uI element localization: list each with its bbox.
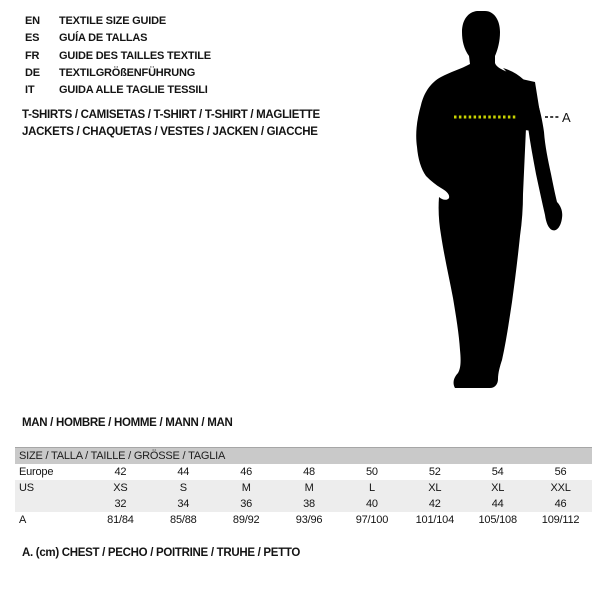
- category-jackets: JACKETS / CHAQUETAS / VESTES / JACKEN / GIACCHE: [22, 126, 318, 138]
- language-code: EN: [25, 15, 40, 27]
- language-row-en: [25, 13, 211, 30]
- size-table: [15, 447, 592, 528]
- size-cell: 101/104: [415, 514, 454, 526]
- category-tshirts: T-SHIRTS / CAMISETAS / T-SHIRT / T-SHIRT / MAGLIETTE: [22, 109, 320, 121]
- table-row-chest-a: [15, 512, 592, 528]
- man-body-silhouette: [416, 11, 526, 388]
- language-title: TEXTILGRÖßENFÜHRUNG: [59, 66, 196, 79]
- size-cell: S: [179, 482, 187, 494]
- size-cell: 89/92: [232, 514, 260, 526]
- category-lines: [22, 107, 320, 141]
- section-title-man: MAN / HOMBRE / HOMME / MANN / MAN: [22, 417, 233, 429]
- language-title: TEXTILE SIZE GUIDE: [59, 15, 167, 27]
- size-cell: 85/88: [170, 514, 197, 526]
- chest-footnote: A. (cm) CHEST / PECHO / POITRINE / TRUHE / PETTO: [22, 547, 301, 559]
- language-code: FR: [25, 49, 40, 62]
- language-list: [25, 13, 211, 99]
- row-label: [15, 496, 89, 512]
- language-title: GUÍA DE TALLAS: [59, 32, 148, 45]
- size-cell: 81/84: [107, 514, 134, 526]
- man-figure: [395, 0, 600, 410]
- man-silhouette-graphic: [395, 0, 600, 410]
- size-cell: 42: [114, 466, 127, 478]
- table-row-europe: [15, 464, 592, 480]
- language-row-fr: [25, 48, 211, 65]
- size-cell: M: [304, 482, 314, 494]
- row-label: US: [19, 482, 34, 494]
- language-row-it: [25, 82, 211, 99]
- language-code: IT: [25, 84, 35, 97]
- row-label: Europe: [19, 466, 54, 478]
- size-cell: XL: [428, 482, 442, 494]
- language-code: DE: [25, 66, 40, 79]
- language-title: GUIDE DES TAILLES TEXTILE: [59, 49, 211, 62]
- size-cell: 52: [428, 466, 441, 478]
- size-cell: 36: [240, 498, 253, 510]
- size-cell: 46: [554, 498, 567, 510]
- size-cell: 44: [177, 466, 190, 478]
- row-label: A: [19, 514, 27, 526]
- size-cell: 56: [554, 466, 567, 478]
- measure-label-a: A: [562, 110, 571, 125]
- table-row-numeric: [15, 496, 592, 512]
- size-cell: 34: [177, 498, 190, 510]
- size-cell: 109/112: [541, 514, 580, 526]
- size-cell: 50: [366, 466, 378, 478]
- size-cell: 54: [491, 466, 504, 478]
- size-cell: 32: [114, 498, 127, 510]
- size-cell: XXL: [550, 482, 571, 494]
- size-cell: 46: [240, 466, 253, 478]
- language-title: GUIDA ALLE TAGLIE TESSILI: [59, 84, 208, 97]
- size-cell: 42: [428, 498, 441, 510]
- table-row-us: [15, 480, 592, 496]
- size-cell: 48: [303, 466, 315, 478]
- size-cell: 93/96: [295, 514, 323, 526]
- size-cell: 44: [491, 498, 504, 510]
- size-cell: L: [368, 482, 375, 494]
- size-cell: 97/100: [355, 514, 389, 526]
- size-cell: 40: [366, 498, 378, 510]
- size-cell: M: [241, 482, 251, 494]
- size-cell: XL: [491, 482, 505, 494]
- size-cell: 105/108: [478, 514, 517, 526]
- language-row-es: [25, 30, 211, 47]
- size-cell: XS: [113, 482, 128, 494]
- size-table-header: SIZE / TALLA / TAILLE / GRÖSSE / TAGLIA: [15, 447, 592, 464]
- language-code: ES: [25, 32, 40, 45]
- language-row-de: [25, 65, 211, 82]
- size-cell: 38: [303, 498, 315, 510]
